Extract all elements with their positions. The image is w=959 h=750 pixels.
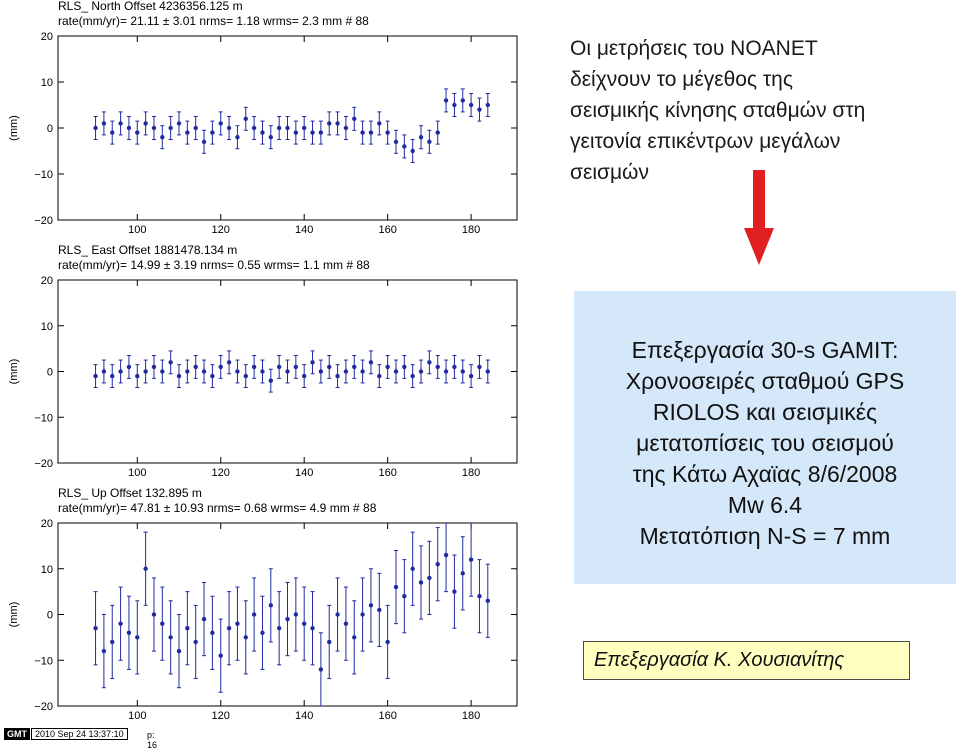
data-point bbox=[369, 569, 373, 642]
y-tick-label: 0 bbox=[46, 609, 53, 622]
data-point bbox=[102, 615, 106, 688]
data-point bbox=[486, 360, 490, 383]
chart-header-line2: rate(mm/yr)= 47.81 ± 10.93 nrms= 0.68 wrms= 4.9 mm # 88 bbox=[58, 501, 377, 515]
y-tick-label: 20 bbox=[40, 275, 53, 287]
y-tick-label: 20 bbox=[40, 518, 53, 530]
data-point bbox=[219, 619, 223, 692]
data-point bbox=[219, 112, 223, 135]
credit-box: Επεξεργασία Κ. Χουσιανίτης bbox=[583, 641, 910, 680]
data-point bbox=[269, 126, 273, 149]
data-point bbox=[168, 601, 172, 674]
data-point bbox=[118, 360, 122, 383]
data-point bbox=[394, 550, 398, 623]
data-point bbox=[135, 121, 139, 144]
data-point bbox=[452, 355, 456, 378]
data-point bbox=[110, 365, 114, 388]
data-point bbox=[402, 355, 406, 378]
data-point bbox=[310, 121, 314, 144]
y-tick-label: −10 bbox=[34, 655, 53, 668]
data-point bbox=[385, 121, 389, 144]
data-point bbox=[152, 355, 156, 378]
data-point bbox=[352, 107, 356, 130]
data-point bbox=[352, 601, 356, 674]
data-point bbox=[168, 117, 172, 140]
data-point bbox=[277, 117, 281, 140]
data-point bbox=[102, 112, 106, 135]
intro-line: σεισμών bbox=[570, 161, 649, 184]
data-point bbox=[377, 365, 381, 388]
data-point bbox=[469, 94, 473, 117]
data-point bbox=[461, 360, 465, 383]
data-point bbox=[319, 360, 323, 383]
x-tick-label: 140 bbox=[295, 467, 314, 479]
data-point bbox=[269, 369, 273, 392]
data-point bbox=[369, 351, 373, 374]
data-point bbox=[335, 365, 339, 388]
data-point bbox=[310, 351, 314, 374]
data-point bbox=[444, 89, 448, 112]
x-tick-label: 160 bbox=[378, 224, 397, 236]
intro-line: δείχνουν το μέγεθος της bbox=[570, 68, 793, 91]
data-point bbox=[260, 360, 264, 383]
data-point bbox=[185, 360, 189, 383]
data-point bbox=[135, 601, 139, 674]
data-point bbox=[427, 351, 431, 374]
data-point bbox=[461, 537, 465, 610]
y-axis-label: (mm) bbox=[8, 601, 20, 628]
data-point bbox=[402, 560, 406, 633]
chart-header-line2: rate(mm/yr)= 21.11 ± 3.01 nrms= 1.18 wrms= 2.3 mm # 88 bbox=[58, 14, 369, 28]
data-point bbox=[260, 121, 264, 144]
data-point bbox=[93, 592, 97, 665]
data-point bbox=[327, 355, 331, 378]
data-point bbox=[227, 592, 231, 665]
data-point bbox=[469, 365, 473, 388]
data-point bbox=[319, 121, 323, 144]
data-point bbox=[310, 592, 314, 665]
data-point bbox=[436, 355, 440, 378]
data-point bbox=[452, 555, 456, 628]
data-point bbox=[360, 360, 364, 383]
data-point bbox=[427, 541, 431, 614]
y-tick-label: 0 bbox=[46, 123, 53, 135]
data-point bbox=[210, 121, 214, 144]
data-point bbox=[327, 605, 331, 678]
data-point bbox=[252, 117, 256, 140]
data-point bbox=[118, 587, 122, 660]
data-point bbox=[285, 582, 289, 655]
x-tick-label: 180 bbox=[461, 224, 481, 236]
down-arrow-icon bbox=[744, 170, 774, 265]
chart-header-line2: rate(mm/yr)= 14.99 ± 3.19 nrms= 0.55 wrms= 1.1 mm # 88 bbox=[58, 258, 370, 272]
data-point bbox=[469, 523, 473, 596]
chart-header-line1: RLS_ North Offset 4236356.125 m bbox=[58, 0, 243, 13]
x-tick-label: 180 bbox=[461, 710, 481, 722]
intro-text bbox=[570, 33, 930, 188]
x-tick-label: 140 bbox=[295, 710, 314, 722]
footer-page: p: 16 bbox=[147, 730, 158, 750]
y-tick-label: 20 bbox=[40, 31, 53, 43]
data-point bbox=[294, 355, 298, 378]
y-axis-label: (mm) bbox=[8, 115, 20, 141]
info-line: Επεξεργασία 30-s GAMIT: bbox=[631, 337, 899, 363]
x-tick-label: 100 bbox=[128, 467, 147, 479]
data-point bbox=[185, 121, 189, 144]
data-point bbox=[160, 360, 164, 383]
y-tick-label: −10 bbox=[34, 169, 53, 181]
footer-date: 2010 Sep 24 13:37:10 bbox=[31, 728, 128, 740]
y-tick-label: −10 bbox=[34, 412, 53, 425]
data-point bbox=[477, 355, 481, 378]
x-tick-label: 180 bbox=[461, 467, 481, 479]
data-point bbox=[127, 117, 131, 140]
y-tick-label: −20 bbox=[34, 458, 53, 470]
data-point bbox=[210, 365, 214, 388]
data-point bbox=[419, 360, 423, 383]
data-point bbox=[419, 546, 423, 619]
data-point bbox=[285, 117, 289, 140]
data-point bbox=[160, 587, 164, 660]
data-point bbox=[127, 355, 131, 378]
data-point bbox=[352, 355, 356, 378]
info-line: Χρονοσειρές σταθμού GPS bbox=[625, 368, 905, 394]
data-point bbox=[177, 112, 181, 135]
data-point bbox=[344, 587, 348, 660]
data-point bbox=[277, 355, 281, 378]
data-point bbox=[143, 532, 147, 605]
data-point bbox=[202, 360, 206, 383]
data-point bbox=[177, 615, 181, 688]
data-point bbox=[110, 121, 114, 144]
y-tick-label: −20 bbox=[34, 701, 53, 713]
data-point bbox=[385, 355, 389, 378]
info-line: RIOLOS και σεισμικές bbox=[652, 399, 878, 425]
y-tick-label: −20 bbox=[34, 215, 53, 227]
intro-line: Οι μετρήσεις του NOANET bbox=[570, 37, 818, 60]
data-point bbox=[369, 121, 373, 144]
data-point bbox=[168, 351, 172, 374]
data-point bbox=[427, 130, 431, 153]
data-point bbox=[385, 605, 389, 678]
data-point bbox=[327, 112, 331, 135]
info-line: Mw 6.4 bbox=[727, 492, 803, 518]
data-point bbox=[410, 365, 414, 388]
data-point bbox=[210, 596, 214, 669]
data-point bbox=[235, 360, 239, 383]
data-point bbox=[394, 360, 398, 383]
data-point bbox=[452, 94, 456, 117]
data-point bbox=[244, 107, 248, 130]
data-point bbox=[302, 117, 306, 140]
y-tick-label: 10 bbox=[40, 563, 53, 576]
y-tick-label: 10 bbox=[40, 320, 53, 333]
x-tick-label: 160 bbox=[378, 467, 397, 479]
x-tick-label: 100 bbox=[128, 710, 147, 722]
data-point bbox=[227, 351, 231, 374]
intro-line: γειτονία επικέντρων μεγάλων bbox=[570, 130, 841, 153]
data-point bbox=[227, 117, 231, 140]
x-tick-label: 120 bbox=[211, 467, 230, 479]
data-point bbox=[294, 578, 298, 651]
data-point bbox=[177, 365, 181, 388]
data-point bbox=[252, 355, 256, 378]
chart-header-line1: RLS_ East Offset 1881478.134 m bbox=[58, 243, 238, 257]
gmt-logo: GMT bbox=[4, 728, 30, 740]
data-point bbox=[410, 140, 414, 163]
data-point bbox=[486, 94, 490, 117]
plot-footer bbox=[4, 728, 158, 750]
data-point bbox=[436, 528, 440, 601]
data-point bbox=[260, 596, 264, 669]
data-point bbox=[152, 117, 156, 140]
data-point bbox=[194, 605, 198, 678]
data-point bbox=[110, 605, 114, 678]
data-point bbox=[444, 518, 448, 591]
data-point bbox=[202, 130, 206, 153]
data-point bbox=[185, 592, 189, 665]
data-point bbox=[436, 121, 440, 144]
data-point bbox=[252, 578, 256, 651]
data-point bbox=[118, 112, 122, 135]
data-point bbox=[143, 360, 147, 383]
data-point bbox=[360, 121, 364, 144]
data-point bbox=[127, 596, 131, 669]
x-tick-label: 160 bbox=[378, 710, 397, 722]
data-point bbox=[444, 360, 448, 383]
data-point bbox=[302, 587, 306, 660]
data-point bbox=[277, 592, 281, 665]
data-point bbox=[244, 601, 248, 674]
data-point bbox=[93, 365, 97, 388]
x-tick-label: 100 bbox=[128, 224, 147, 236]
data-point bbox=[202, 582, 206, 655]
data-point bbox=[344, 117, 348, 140]
data-point bbox=[235, 587, 239, 660]
data-point bbox=[377, 573, 381, 646]
data-point bbox=[344, 360, 348, 383]
x-tick-label: 120 bbox=[211, 224, 230, 236]
chart-header-line1: RLS_ Up Offset 132.895 m bbox=[58, 486, 202, 500]
data-point bbox=[102, 360, 106, 383]
data-point bbox=[335, 112, 339, 135]
data-point bbox=[477, 98, 481, 121]
data-point bbox=[285, 360, 289, 383]
data-point bbox=[143, 112, 147, 135]
y-axis-label: (mm) bbox=[8, 358, 20, 385]
data-point bbox=[194, 117, 198, 140]
data-point bbox=[135, 365, 139, 388]
data-point bbox=[335, 578, 339, 651]
data-point bbox=[294, 121, 298, 144]
y-tick-label: 0 bbox=[46, 366, 53, 379]
data-point bbox=[360, 578, 364, 651]
data-point bbox=[302, 365, 306, 388]
data-point bbox=[419, 126, 423, 149]
info-line: μετατοπίσεις του σεισμού bbox=[636, 430, 894, 456]
data-point bbox=[160, 126, 164, 149]
x-tick-label: 140 bbox=[295, 224, 314, 236]
processing-info-box bbox=[574, 291, 956, 584]
info-line: της Κάτω Αχαϊας 8/6/2008 bbox=[632, 461, 898, 487]
data-point bbox=[410, 532, 414, 605]
data-point bbox=[152, 578, 156, 651]
x-tick-label: 120 bbox=[211, 710, 230, 722]
data-point bbox=[461, 89, 465, 112]
data-point bbox=[402, 135, 406, 158]
data-point bbox=[477, 560, 481, 633]
y-tick-label: 10 bbox=[40, 77, 53, 89]
info-line: Μετατόπιση N-S = 7 mm bbox=[639, 523, 891, 549]
data-point bbox=[486, 564, 490, 637]
intro-line: σεισμικής κίνησης σταθμών στη bbox=[570, 99, 866, 122]
data-point bbox=[219, 355, 223, 378]
data-point bbox=[244, 365, 248, 388]
data-point bbox=[319, 633, 323, 706]
data-point bbox=[269, 569, 273, 642]
data-point bbox=[394, 130, 398, 153]
data-point bbox=[194, 355, 198, 378]
data-point bbox=[93, 117, 97, 140]
data-point bbox=[235, 126, 239, 149]
data-point bbox=[377, 112, 381, 135]
